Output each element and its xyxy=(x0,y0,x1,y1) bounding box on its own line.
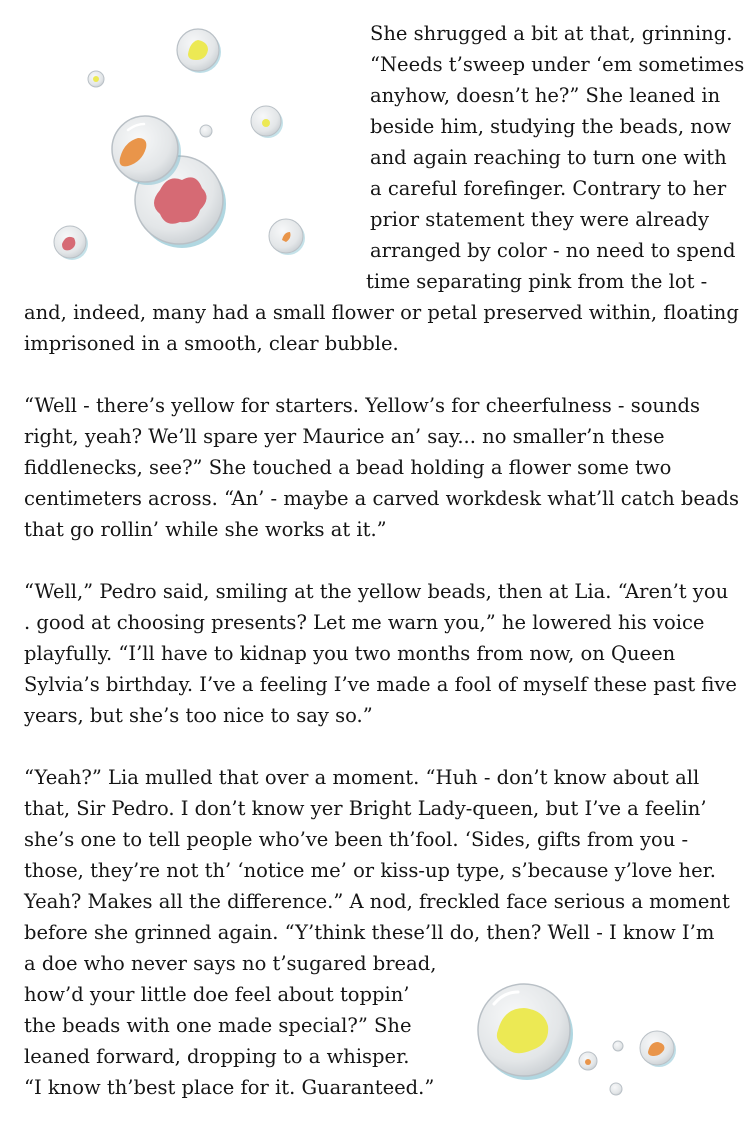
paragraph-2-line-1: “Well - there’s yellow for starters. Yellow’s for cheerfulness - sounds xyxy=(24,394,701,417)
paragraph-4-line-9: the beads with one made special?” She xyxy=(24,1014,412,1037)
paragraph-4-line-11: “I know th’best place for it. Guaranteed.” xyxy=(24,1076,435,1099)
paragraph-4-line-10: leaned forward, dropping to a whisper. xyxy=(24,1045,410,1068)
paragraph-4-line-8: how’d your little doe feel about toppin’ xyxy=(24,983,410,1006)
paragraph-1-line-4: beside him, studying the beads, now xyxy=(370,115,732,138)
paragraph-1-line-9: time separating pink from the lot - xyxy=(366,270,708,293)
paragraph-4-line-4: those, they’re not th’ ‘notice me’ or kiss-up type, s’because y’love her. xyxy=(24,859,717,882)
paragraph-2-line-2: right, yeah? We’ll spare yer Maurice an’ say... no smaller’n these xyxy=(24,425,665,448)
bubble-yellow-flower-large xyxy=(478,984,573,1080)
bubble-orange-small-bottom xyxy=(640,1031,676,1067)
paragraph-2-line-5: that go rollin’ while she works at it.” xyxy=(24,518,387,541)
bubble-cluster-top xyxy=(0,0,340,280)
paragraph-4-line-7: a doe who never says no t’sugared bread, xyxy=(24,952,437,975)
bubble-small-orange-right xyxy=(269,219,305,255)
bubble-tiny-left xyxy=(88,71,104,87)
paragraph-4-line-1: “Yeah?” Lia mulled that over a moment. “Huh - don’t know about all xyxy=(24,766,700,789)
paragraph-1-line-8: arranged by color - no need to spend xyxy=(370,239,736,262)
paragraph-1-line-11: imprisoned in a smooth, clear bubble. xyxy=(24,332,399,355)
paragraph-4-line-3: she’s one to tell people who’ve been th’fool. ‘Sides, gifts from you - xyxy=(24,828,689,851)
paragraph-4-line-2: that, Sir Pedro. I don’t know yer Bright Lady-queen, but I’ve a feelin’ xyxy=(24,797,707,820)
bubble-orange-petal xyxy=(112,116,181,185)
paragraph-3-line-2: . good at choosing presents? Let me warn you,” he lowered his voice xyxy=(24,611,705,634)
bubble-tiny-bottom-a xyxy=(579,1052,597,1070)
bubble-small-pink-left xyxy=(54,226,88,260)
paragraph-1-line-10: and, indeed, many had a small flower or petal preserved within, floating xyxy=(24,301,739,324)
paragraph-3-line-5: years, but she’s too nice to say so.” xyxy=(24,704,373,727)
bubble-tiny-mid xyxy=(200,125,212,137)
paragraph-2-line-4: centimeters across. “An’ - maybe a carved workdesk what’ll catch beads xyxy=(24,487,740,510)
paragraph-4-line-6: before she grinned again. “Y’think these’ll do, then? Well - I know I’m xyxy=(24,921,715,944)
paragraph-1-line-2: “Needs t’sweep under ‘em sometimes xyxy=(370,53,745,76)
paragraph-1-line-1: She shrugged a bit at that, grinning. xyxy=(370,22,733,45)
paragraph-3-line-3: playfully. “I’ll have to kidnap you two months from now, on Queen xyxy=(24,642,676,665)
paragraph-1-line-6: a careful forefinger. Contrary to her xyxy=(370,177,727,200)
bubble-tiny-bottom-b xyxy=(613,1041,623,1051)
paragraph-3-line-4: Sylvia’s birthday. I’ve a feeling I’ve made a fool of myself these past five xyxy=(24,673,737,696)
paragraph-3-line-1: “Well,” Pedro said, smiling at the yellow beads, then at Lia. “Aren’t you xyxy=(24,580,729,603)
paragraph-1-line-3: anyhow, doesn’t he?” She leaned in xyxy=(370,84,721,107)
bubble-tiny-bottom-c xyxy=(610,1083,622,1095)
bubble-yellow-small xyxy=(177,29,221,73)
paragraph-1-line-5: and again reaching to turn one with xyxy=(370,146,727,169)
paragraph-1-line-7: prior statement they were already xyxy=(370,208,710,231)
paragraph-4-line-5: Yeah? Makes all the difference.” A nod, freckled face serious a moment xyxy=(24,890,730,913)
paragraph-2-line-3: fiddlenecks, see?” She touched a bead holding a flower some two xyxy=(24,456,672,479)
bubble-small-yellow-right xyxy=(251,106,283,138)
